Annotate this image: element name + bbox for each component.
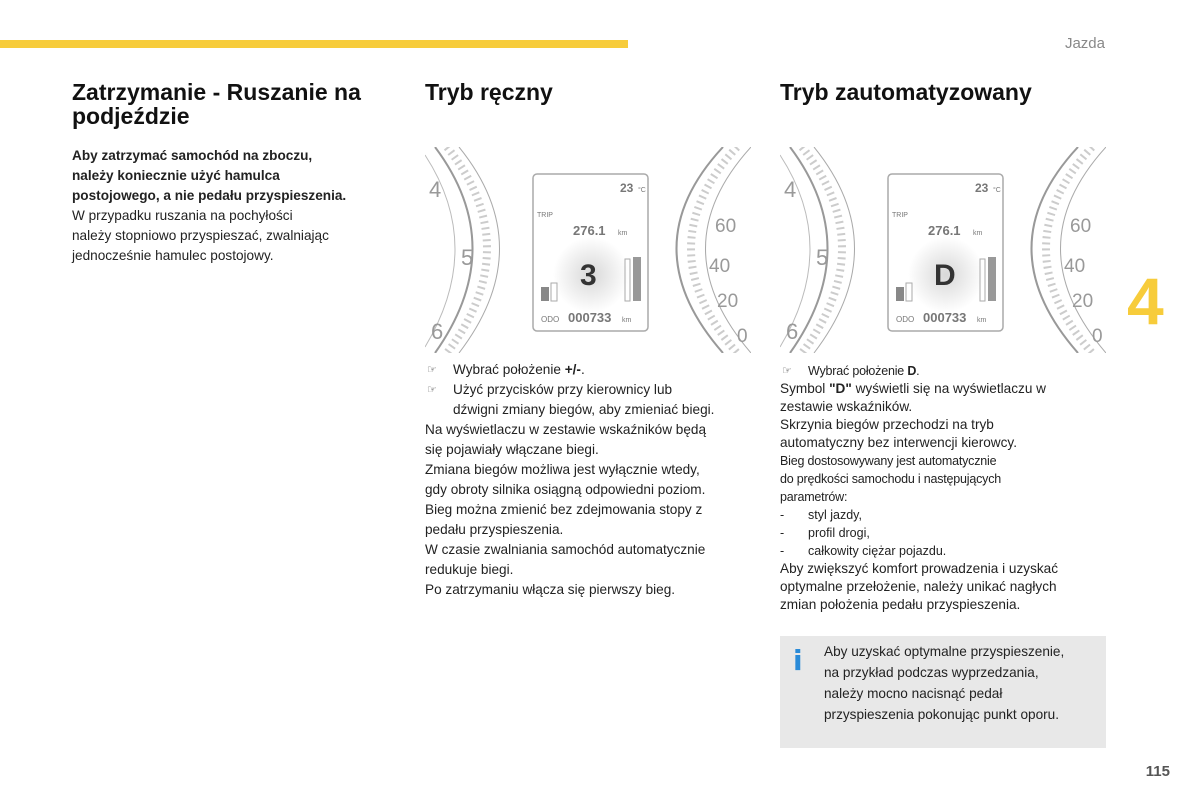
hand-pointer-icon: ☞ — [427, 364, 437, 376]
hill-start-text — [72, 146, 392, 266]
text-line: parametrów: — [780, 490, 848, 504]
heading-manual-mode: Tryb ręczny — [425, 79, 553, 105]
trip-unit: km — [618, 230, 628, 237]
tach-label: 4 — [429, 177, 442, 202]
automated-mode-text — [780, 362, 1106, 614]
info-box — [780, 636, 1106, 748]
odo-value: 000733 — [923, 310, 967, 325]
column-automated-mode — [780, 79, 1106, 612]
bullet-item: ☞ Użyć przycisków przy kierownicy lub dźwigni zmiany biegów, aby zmieniać biegi. — [427, 382, 715, 417]
odo-label: ODO — [541, 315, 560, 324]
text-line: W przypadku ruszania na pochyłości — [72, 208, 293, 223]
trip-unit: km — [973, 230, 983, 237]
text-line: Symbol "D" wyświetli się na wyświetlaczu w — [780, 381, 1046, 396]
text-line: Bieg dostosowywany jest automatycznie — [780, 454, 997, 468]
text-line: należy mocno nacisnąć pedał — [824, 686, 1003, 701]
tach-label: 5 — [461, 245, 474, 270]
temperature-unit: °C — [638, 187, 646, 194]
section-title: Jazda — [1064, 35, 1105, 52]
text-line: jednocześnie hamulec postojowy. — [72, 248, 274, 263]
dash-item: - styl jazdy, — [780, 508, 862, 522]
tach-label: 6 — [431, 319, 444, 344]
odo-value: 000733 — [568, 310, 612, 325]
bullet-item: ☞ Wybrać położenie +/-. — [425, 360, 755, 380]
cluster-illustration — [780, 147, 1106, 353]
page-number: 115 — [1145, 763, 1170, 780]
odo-unit: km — [622, 317, 632, 324]
text-line: zestawie wskaźników. — [780, 399, 913, 414]
text-line: Na wyświetlaczu w zestawie wskaźników będą — [425, 422, 707, 437]
speed-label: 20 — [717, 291, 739, 312]
column-hill-start — [72, 80, 392, 266]
heading-hill-start: Zatrzymanie - Ruszanie na podjeździe — [72, 79, 361, 129]
text-line: postojowego, a nie pedału przyspieszenia. — [72, 188, 347, 203]
text-line: Skrzynia biegów przechodzi na tryb — [780, 417, 994, 432]
gear-indicator: 3 — [580, 259, 597, 292]
manual-mode-text — [425, 360, 755, 600]
text-line: zmian położenia pedału przyspieszenia. — [780, 597, 1021, 612]
text-line: należy stopniowo przyspieszać, zwalniając — [72, 228, 329, 243]
trip-label: TRIP — [537, 212, 553, 219]
top-accent-bar — [0, 40, 628, 48]
temperature: 23 — [620, 181, 634, 195]
text-line: redukuje biegi. — [425, 562, 514, 577]
dash-item: - profil drogi, — [780, 526, 870, 540]
temperature: 23 — [975, 181, 989, 195]
text-line: automatyczny bez interwencji kierowcy. — [780, 435, 1017, 450]
text-line: Aby zatrzymać samochód na zboczu, — [72, 148, 313, 163]
text-line: pedału przyspieszenia. — [425, 522, 564, 537]
gear-indicator: D — [934, 259, 956, 292]
text-line: Bieg można zmienić bez zdejmowania stopy z — [425, 502, 703, 517]
tach-label: 6 — [786, 319, 799, 344]
text-line: Po zatrzymaniu włącza się pierwszy bieg. — [425, 582, 676, 597]
text-line: do prędkości samochodu i następujących — [780, 472, 1002, 486]
info-icon: i — [793, 644, 803, 677]
text-line: na przykład podczas wyprzedzania, — [824, 665, 1039, 680]
trip-label: TRIP — [892, 212, 908, 219]
speed-label: 0 — [737, 326, 748, 347]
instrument-cluster-manual — [425, 147, 751, 353]
tach-label: 4 — [784, 177, 797, 202]
text-line: gdy obroty silnika osiągną odpowiedni poziom. — [425, 482, 706, 497]
text-line: W czasie zwalniania samochód automatycznie — [425, 542, 706, 557]
heading-automated-mode: Tryb zautomatyzowany — [780, 79, 1032, 105]
speed-label: 60 — [715, 216, 737, 237]
text-line: przyspieszenia pokonując punkt oporu. — [824, 707, 1060, 722]
column-manual-mode — [425, 79, 755, 597]
odo-unit: km — [977, 317, 987, 324]
odo-label: ODO — [896, 315, 915, 324]
temperature-unit: °C — [993, 187, 1001, 194]
speed-label: 20 — [1072, 291, 1094, 312]
speed-label: 40 — [1064, 256, 1086, 277]
dash-item: - całkowity ciężar pojazdu. — [780, 544, 947, 558]
bullet-item: ☞ Wybrać położenie D. — [782, 364, 920, 378]
text-line: Aby uzyskać optymalne przyspieszenie, — [824, 644, 1065, 659]
text-line: Zmiana biegów możliwa jest wyłącznie wtedy, — [425, 462, 700, 477]
trip-value: 276.1 — [573, 223, 606, 238]
tach-label: 5 — [816, 245, 829, 270]
text-line: się pojawiały włączane biegi. — [425, 442, 599, 457]
speed-label: 60 — [1070, 216, 1092, 237]
text-line: należy koniecznie użyć hamulca — [72, 168, 280, 183]
text-line: Aby zwiększyć komfort prowadzenia i uzyskać — [780, 561, 1059, 576]
info-text — [824, 641, 1100, 725]
instrument-cluster-automated — [780, 147, 1106, 353]
speed-label: 40 — [709, 256, 731, 277]
chapter-number: 4 — [1127, 264, 1164, 338]
hand-pointer-icon: ☞ — [427, 384, 437, 396]
speed-label: 0 — [1092, 326, 1103, 347]
text-line: optymalne przełożenie, należy unikać nagłych — [780, 579, 1057, 594]
cluster-illustration — [425, 147, 751, 353]
trip-value: 276.1 — [928, 223, 961, 238]
hand-pointer-icon: ☞ — [782, 365, 792, 377]
